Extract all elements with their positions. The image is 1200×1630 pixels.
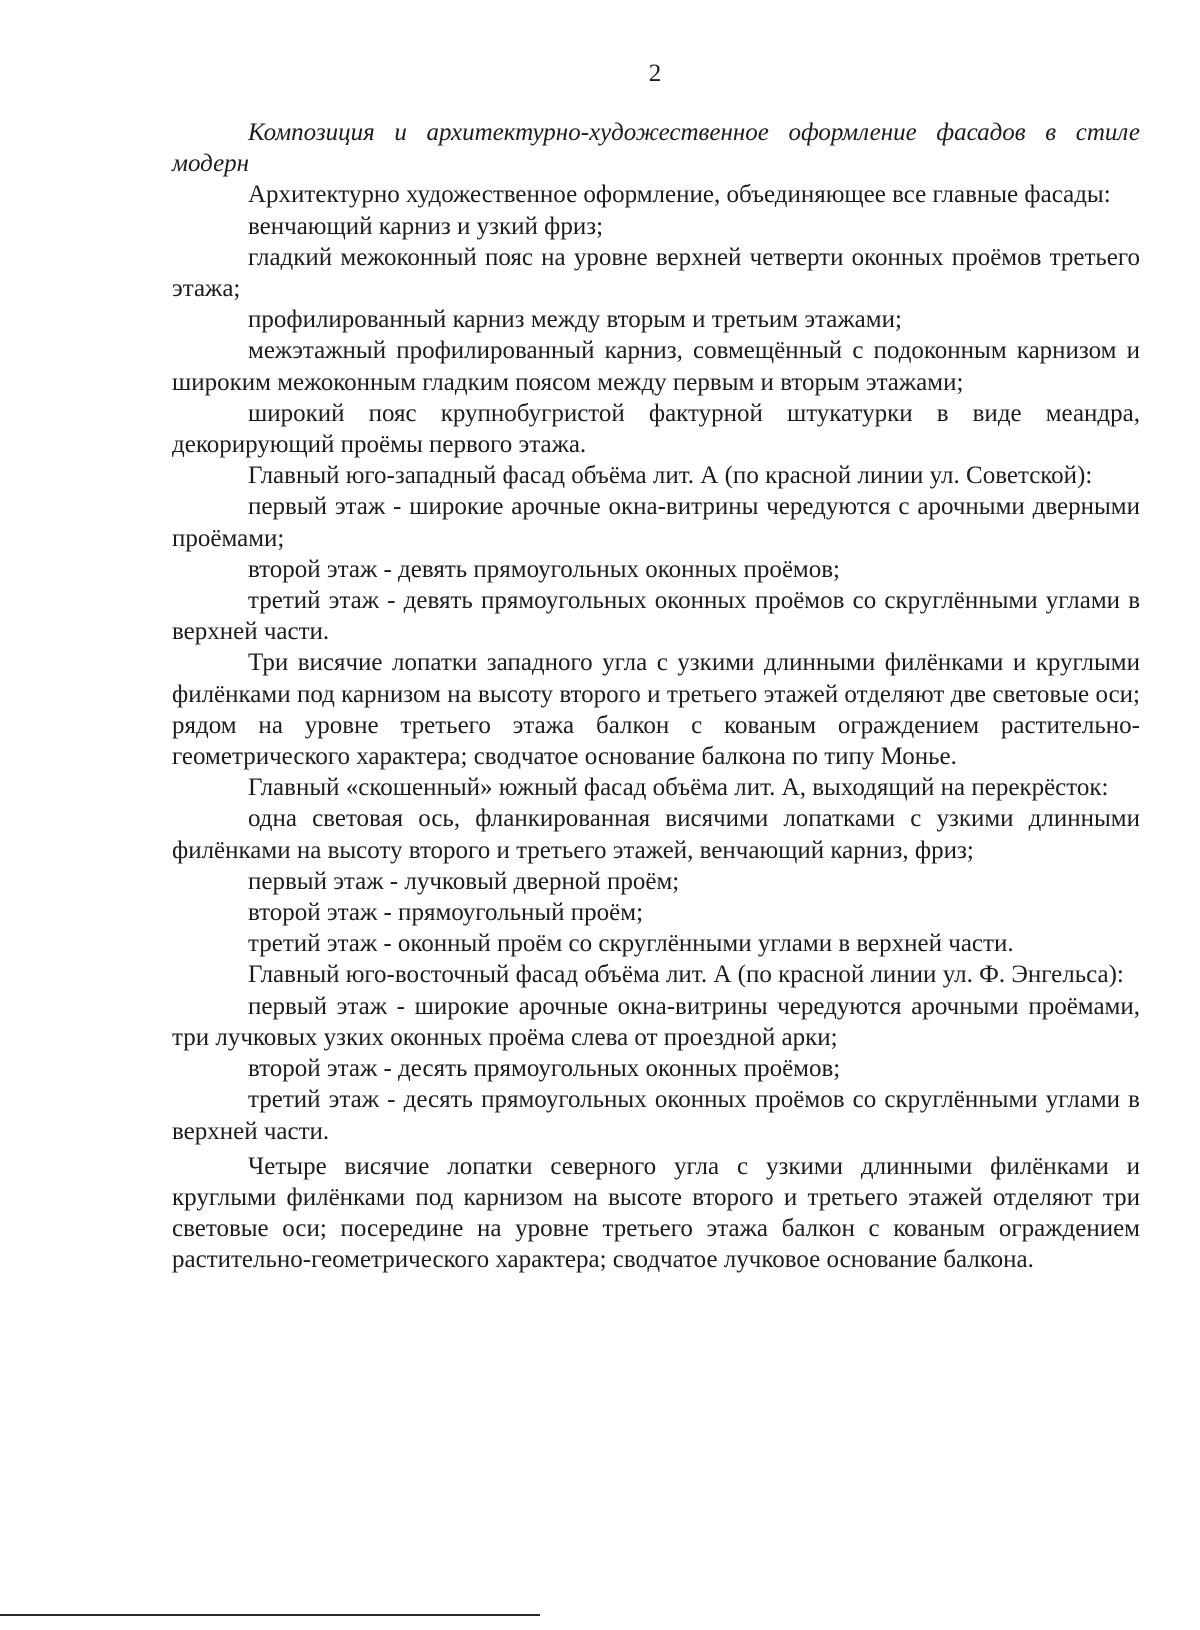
page-number: 2 <box>648 60 662 87</box>
list-item: второй этаж - прямоугольный проём; <box>248 899 644 927</box>
section-heading: Композиция и архитектурно-художественное оформление фасадов в стиле модерн <box>172 119 1140 178</box>
paragraph: Архитектурно художественное оформление, объединяющее все главные фасады: <box>248 181 1111 209</box>
paragraph: Три висячие лопатки западного угла с узкими длинными филёнками и круглыми филёнками под карнизом на высоту второго и третьего этажей отделяют две световые оси; рядом на уровне третьего этажа балкон с кованым ограждением растительно-геометрического характера; сводчатое основание балкона по типу Монье. <box>172 649 1140 771</box>
list-item: третий этаж - оконный проём со скруглёнными углами в верхней части. <box>248 930 1014 958</box>
paragraph: Главный «скошенный» южный фасад объёма лит. А, выходящий на перекрёсток: <box>248 774 1109 802</box>
paragraph: Главный юго-восточный фасад объёма лит. А (по красной линии ул. Ф. Энгельса): <box>248 961 1124 989</box>
bottom-rule <box>0 1614 540 1616</box>
list-item: первый этаж - лучковый дверной проём; <box>248 867 680 895</box>
list-item: широкий пояс крупнобугристой фактурной штукатурки в виде меандра, декорирующий проёмы первого этажа. <box>172 399 1140 459</box>
list-item: гладкий межоконный пояс на уровне верхней четверти оконных проёмов третьего этажа; <box>172 243 1140 303</box>
list-item: второй этаж - девять прямоугольных оконных проёмов; <box>248 555 841 583</box>
document-body <box>172 117 1140 1276</box>
paragraph: Главный юго-западный фасад объёма лит. А (по красной линии ул. Советской): <box>248 462 1093 490</box>
list-item: межэтажный профилированный карниз, совмещённый с подоконным карнизом и широким межоконным гладким поясом между первым и вторым этажами; <box>172 337 1140 396</box>
list-item: одна световая ось, фланкированная висячими лопатками с узкими длинными филёнками на высоту второго и третьего этажей, венчающий карниз, фриз; <box>172 805 1140 864</box>
list-item: первый этаж - широкие арочные окна-витрины чередуются с арочными дверными проёмами; <box>172 493 1140 552</box>
list-item: третий этаж - девять прямоугольных оконных проёмов со скруглёнными углами в верхней части. <box>172 587 1140 646</box>
list-item: первый этаж - широкие арочные окна-витрины чередуются арочными проёмами, три лучковых узких оконных проёма слева от проездной арки; <box>172 992 1140 1051</box>
paragraph: Четыре висячие лопатки северного угла с узкими длинными филёнками и круглыми филёнками под карнизом на высоте второго и третьего этажей отделяют три световые оси; посередине на уровне третьего этажа балкон с кованым ограждением растительно-геометрического характера; сводчатое лучковое основание балкона. <box>172 1152 1140 1274</box>
list-item: венчающий карниз и узкий фриз; <box>248 212 604 240</box>
list-item: второй этаж - десять прямоугольных оконных проёмов; <box>248 1055 841 1083</box>
list-item: профилированный карниз между вторым и третьим этажами; <box>248 306 902 334</box>
list-item: третий этаж - десять прямоугольных оконных проёмов со скруглёнными углами в верхней части. <box>172 1086 1140 1145</box>
